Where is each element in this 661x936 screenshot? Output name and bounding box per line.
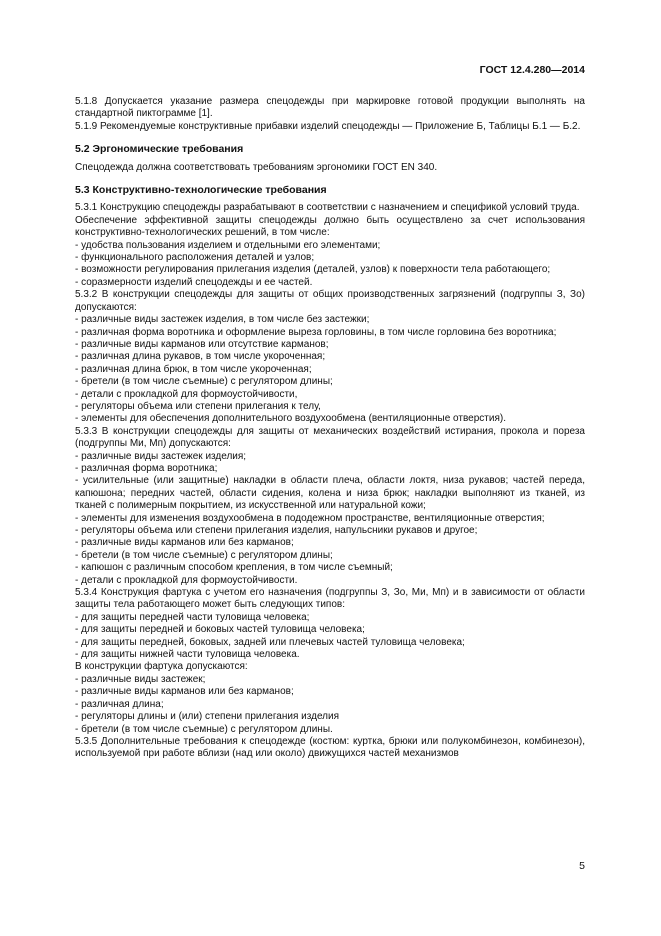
list-item: - функционального расположения деталей и узлов;: [75, 252, 315, 264]
list-item: - различные виды застежек изделия;: [75, 450, 247, 462]
list-item: - бретели (в том числе съемные) с регулятором длины;: [75, 376, 333, 388]
list-item: - бретели (в том числе съемные) с регулятором длины.: [75, 723, 333, 735]
list-item: - различные виды карманов или без карманов;: [75, 686, 294, 698]
list-item: - различные виды застежек изделия, в том числе без застежки;: [75, 314, 370, 326]
list-item: - удобства пользования изделием и отдельными его элементами;: [75, 239, 381, 251]
list-item: - различные виды застежек;: [75, 673, 206, 685]
document-id-header: ГОСТ 12.4.280—2014: [479, 64, 585, 76]
list-item: - возможности регулирования прилегания изделия (деталей, узлов) к поверхности тела работающего;: [75, 264, 551, 276]
section-heading-5-3: 5.3 Конструктивно-технологические требования: [75, 184, 327, 197]
list-item: - для защиты передней, боковых, задней или плечевых частей туловища человека;: [75, 636, 465, 648]
clause-5-3-1: 5.3.1 Конструкцию спецодежды разрабатывают в соответствии с назначением и спецификой условий труда.: [75, 202, 580, 214]
clause-5-1-8: [75, 96, 585, 121]
paragraph-text: 5.1.9 Рекомендуемые конструктивные прибавки изделий спецодежды — Приложение Б, Таблицы Б.1 — Б.2.: [75, 120, 581, 132]
list-item: - соразмерности изделий спецодежды и ее частей.: [75, 276, 313, 288]
list-item: - детали с прокладкой для формоустойчивости.: [75, 574, 298, 586]
document-body: [75, 96, 585, 761]
list-item: - капюшон с различным способом крепления, в том числе съемный;: [75, 562, 393, 574]
list-item: - регуляторы объема или степени прилегания изделия, напульсники рукавов и другое;: [75, 525, 478, 536]
list-item: - для защиты передней и боковых частей туловища человека;: [75, 624, 365, 636]
clause-5-3-3: 5.3.3 В конструкции спецодежды для защиты от механических воздействий истирания, прокола и пореза (подгруппы Ми, Мп) допускаются:: [75, 425, 585, 450]
paragraph-text: 5.1.8 Допускается указание размера спецодежды при маркировке готовой продукции выполнять на стандартной пиктограмме [1].: [75, 96, 585, 120]
list-item: - различная длина;: [75, 698, 164, 710]
paragraph: В конструкции фартука допускаются:: [75, 661, 248, 673]
list-item: - для защиты передней части туловища человека;: [75, 611, 310, 623]
list-item: - детали с прокладкой для формоустойчивости,: [75, 388, 298, 400]
list-item: - различные виды карманов или без карманов;: [75, 537, 294, 549]
list-item: - усилительные (или защитные) накладки в области плеча, области локтя, низа рукавов; частей переда, капюшона; передних частей, области сидения, колена и низа брюк; накладки выполняют из тканей, из тканей с полимерным покрытием, из искусственной или натуральной кожи;: [75, 475, 585, 512]
list-item: - для защиты нижней части туловища человека.: [75, 649, 300, 661]
paragraph: Обеспечение эффективной защиты спецодежды должно быть осуществлено за счет использования конструктивно-технологических решений, в том числе:: [75, 214, 585, 239]
clause-5-3-2: 5.3.2 В конструкции спецодежды для защиты от общих производственных загрязнений (подгруппы З, Зо) допускаются:: [75, 289, 585, 313]
list-item: - регуляторы длины и (или) степени прилегания изделия: [75, 711, 340, 723]
list-item: - различная длина рукавов, в том числе укороченная;: [75, 351, 326, 363]
list-item: - различные виды карманов или отсутствие карманов;: [75, 338, 329, 350]
clause-5-1-9: [75, 121, 585, 133]
clause-5-3-5: 5.3.5 Дополнительные требования к спецодежде (костюм: куртка, брюки или полукомбинезон, комбинезон), используемой при работе вблизи (над или около) движущихся частей механизмов: [75, 735, 585, 760]
list-item: - различная форма воротника и оформление выреза горловины, в том числе горловина без воротника;: [75, 326, 557, 338]
clause-5-3-4: 5.3.4 Конструкция фартука с учетом его назначения (подгруппы З, Зо, Ми, Мп) и в зависимости от области защиты тела работающего может быть следующих типов:: [75, 587, 585, 611]
list-item: - бретели (в том числе съемные) с регулятором длины;: [75, 549, 333, 561]
list-item: - различная форма воротника;: [75, 462, 218, 474]
page-number: 5: [579, 860, 585, 872]
section-heading-5-2: 5.2 Эргономические требования: [75, 143, 244, 156]
ergonomics-text: Спецодежда должна соответствовать требованиям эргономики ГОСТ EN 340.: [75, 161, 438, 173]
list-item: - регуляторы объема или степени прилегания к телу,: [75, 400, 321, 412]
list-item: - различная длина брюк, в том числе укороченная;: [75, 363, 312, 375]
list-item: - элементы для изменения воздухообмена в пододежном пространстве, вентиляционные отверстия;: [75, 512, 545, 524]
list-item: - элементы для обеспечения дополнительного воздухообмена (вентиляционные отверстия).: [75, 413, 506, 425]
